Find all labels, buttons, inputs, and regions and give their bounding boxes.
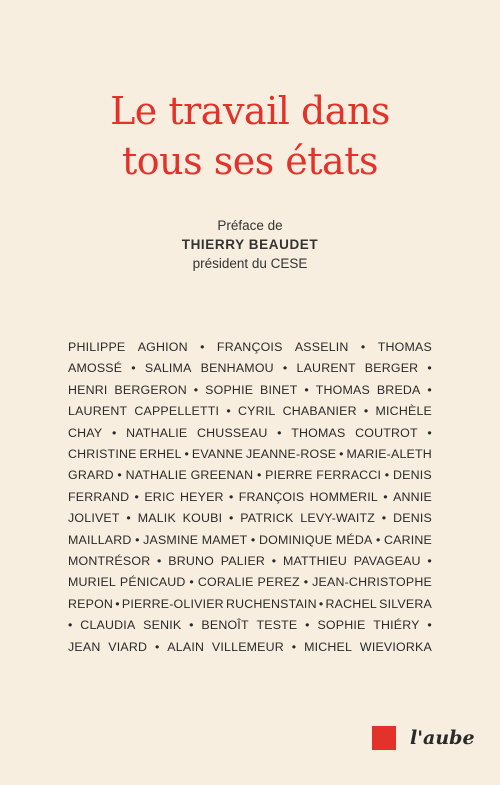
separator-bullet: • bbox=[303, 575, 309, 590]
author-name-word: PHILIPPE bbox=[68, 340, 126, 354]
publisher-logo-square bbox=[372, 726, 396, 750]
author-line bbox=[68, 530, 432, 551]
separator-bullet: • bbox=[117, 468, 122, 483]
separator-bullet: • bbox=[135, 532, 140, 547]
separator-bullet: • bbox=[200, 340, 205, 354]
separator-bullet: • bbox=[189, 618, 194, 633]
author-name-word: CYRIL bbox=[238, 404, 276, 419]
author-name-word: RACHEL bbox=[325, 596, 377, 611]
author-name-word: BERGERON bbox=[114, 382, 187, 397]
author-line bbox=[68, 380, 432, 401]
separator-bullet: • bbox=[126, 511, 131, 526]
separator-bullet: • bbox=[427, 425, 432, 440]
author-name-word: ALAIN bbox=[167, 639, 205, 654]
separator-bullet: • bbox=[157, 554, 162, 569]
separator-bullet: • bbox=[226, 404, 231, 419]
separator-bullet: • bbox=[184, 447, 190, 462]
author-name-word: SOPHIE bbox=[205, 382, 254, 397]
separator-bullet: • bbox=[115, 596, 120, 611]
author-name-word: PEREZ bbox=[257, 575, 300, 590]
author-name-word: PÉNICAUD bbox=[119, 575, 186, 590]
author-name-word: MÉDA bbox=[335, 532, 373, 547]
author-line bbox=[68, 508, 432, 529]
author-name-word: JOLIVET bbox=[68, 511, 120, 526]
separator-bullet: • bbox=[189, 575, 194, 590]
preface-author: THIERRY BEAUDET bbox=[181, 237, 319, 252]
author-name-word: CAPPELLETTI bbox=[134, 404, 220, 419]
preface-label: Préface de bbox=[217, 218, 283, 233]
publisher-logo bbox=[372, 725, 475, 751]
author-line bbox=[68, 594, 432, 615]
author-name-word: HEYER bbox=[180, 489, 224, 504]
author-name-word: SOPHIE bbox=[317, 618, 366, 633]
author-name-word: PIERRE-OLIVIER bbox=[121, 596, 224, 611]
separator-bullet: • bbox=[339, 447, 344, 462]
separator-bullet: • bbox=[256, 468, 262, 483]
separator-bullet: • bbox=[228, 511, 234, 526]
separator-bullet: • bbox=[381, 511, 387, 526]
author-name-word: BENHAMOU bbox=[200, 361, 274, 376]
author-name-word: THIÉRY bbox=[373, 618, 420, 633]
author-name-word: BERGER bbox=[364, 361, 419, 376]
author-name-word: SALIMA bbox=[144, 361, 192, 376]
author-line bbox=[68, 551, 432, 572]
author-name-word: CORALIE bbox=[197, 575, 254, 590]
author-name-word: CHUSSEAU bbox=[197, 425, 268, 440]
preface-author-role: président du CESE bbox=[192, 256, 308, 271]
separator-bullet: • bbox=[250, 532, 256, 547]
title-line-2: tous ses états bbox=[122, 139, 378, 183]
author-name-word: THOMAS bbox=[315, 382, 370, 397]
author-line bbox=[68, 487, 432, 508]
separator-bullet: • bbox=[291, 639, 297, 654]
author-name-word: CARINE bbox=[383, 532, 432, 547]
author-name-word: PIERRE bbox=[265, 468, 313, 483]
author-name-word: VIARD bbox=[108, 639, 148, 654]
separator-bullet: • bbox=[318, 596, 324, 611]
author-name-word: FRANÇOIS bbox=[238, 489, 305, 504]
author-name-word: HOMMERIL bbox=[309, 489, 379, 504]
author-name-word: JEAN bbox=[68, 639, 101, 654]
author-line bbox=[68, 615, 432, 636]
separator-bullet: • bbox=[375, 532, 381, 547]
author-name-word: NATHALIE bbox=[126, 425, 188, 440]
separator-bullet: • bbox=[427, 618, 432, 633]
author-name-word: NATHALIE bbox=[125, 468, 187, 483]
author-name-word: GRARD bbox=[68, 468, 114, 483]
separator-bullet: • bbox=[282, 361, 288, 376]
title-line-1: Le travail dans bbox=[110, 89, 390, 133]
separator-bullet: • bbox=[305, 618, 310, 633]
separator-bullet: • bbox=[360, 340, 366, 354]
separator-bullet: • bbox=[427, 361, 432, 376]
author-name-word: AGHION bbox=[137, 340, 188, 354]
author-name-word: CHABANIER bbox=[282, 404, 357, 419]
separator-bullet: • bbox=[193, 382, 199, 397]
author-name-word: RUCHENSTAIN bbox=[225, 596, 317, 611]
author-name-word: ERHEL bbox=[139, 447, 182, 462]
author-name-word: JASMINE bbox=[143, 532, 199, 547]
author-line bbox=[68, 572, 432, 593]
author-line bbox=[68, 637, 432, 658]
author-name-word: REPON bbox=[68, 596, 114, 611]
author-name-word: FRANÇOIS bbox=[216, 340, 283, 354]
author-name-word: AMOSSÉ bbox=[68, 361, 123, 376]
author-name-word: FERRAND bbox=[68, 489, 130, 504]
author-name-word: WIEVIORKA bbox=[359, 639, 432, 654]
author-name-word: BRUNO bbox=[168, 554, 215, 569]
author-name-word: CHAY bbox=[68, 425, 103, 440]
author-name-word: ANNIE bbox=[393, 489, 432, 504]
author-name-word: ERIC bbox=[144, 489, 175, 504]
author-name-word: JEAN-CHRISTOPHE bbox=[312, 575, 432, 590]
separator-bullet: • bbox=[383, 489, 388, 504]
author-name-word: EVANNE bbox=[191, 447, 244, 462]
author-name-word: LAURENT bbox=[68, 404, 128, 419]
author-name-word: MATTHIEU bbox=[282, 554, 347, 569]
author-line bbox=[68, 401, 432, 422]
author-name-word: MURIEL bbox=[68, 575, 117, 590]
author-name-word: TESTE bbox=[256, 618, 298, 633]
author-name-word: PATRICK bbox=[240, 511, 294, 526]
author-name-word: ASSELIN bbox=[294, 340, 349, 354]
separator-bullet: • bbox=[111, 425, 117, 440]
author-name-word: BINET bbox=[260, 382, 298, 397]
author-line bbox=[68, 337, 432, 358]
author-name-word: SENIK bbox=[143, 618, 182, 633]
separator-bullet: • bbox=[68, 618, 73, 633]
author-name-word: BREDA bbox=[376, 382, 421, 397]
author-name-word: MARIE-ALETH bbox=[346, 447, 432, 462]
author-name-word: CHRISTINE bbox=[68, 447, 137, 462]
author-name-word: BENOÎT bbox=[201, 618, 249, 633]
author-name-word: PAVAGEAU bbox=[353, 554, 421, 569]
separator-bullet: • bbox=[154, 639, 160, 654]
author-name-word: MAMET bbox=[201, 532, 248, 547]
separator-bullet: • bbox=[271, 554, 277, 569]
author-list bbox=[68, 337, 432, 658]
separator-bullet: • bbox=[131, 361, 136, 376]
author-line bbox=[68, 444, 432, 465]
author-name-word: JEANNE-ROSE bbox=[245, 447, 337, 462]
author-name-word: SILVERA bbox=[379, 596, 432, 611]
separator-bullet: • bbox=[228, 489, 234, 504]
author-name-word: PALIER bbox=[220, 554, 266, 569]
publisher-name: l'aube bbox=[410, 727, 475, 749]
separator-bullet: • bbox=[134, 489, 140, 504]
author-name-word: VILLEMEUR bbox=[211, 639, 284, 654]
separator-bullet: • bbox=[304, 382, 309, 397]
preface-block bbox=[0, 216, 500, 273]
author-name-word: DOMINIQUE bbox=[258, 532, 333, 547]
author-name-word: DENIS bbox=[393, 468, 432, 483]
separator-bullet: • bbox=[363, 404, 369, 419]
author-name-word: THOMAS bbox=[377, 340, 432, 354]
author-name-word: LEVY-WAITZ bbox=[300, 511, 376, 526]
author-name-word: MALIK bbox=[137, 511, 176, 526]
separator-bullet: • bbox=[384, 468, 390, 483]
separator-bullet: • bbox=[427, 554, 432, 569]
author-name-word: GREENAN bbox=[190, 468, 254, 483]
separator-bullet: • bbox=[427, 382, 432, 397]
book-title bbox=[0, 86, 500, 186]
author-name-word: CLAUDIA bbox=[80, 618, 136, 633]
author-name-word: MICHÈLE bbox=[375, 404, 432, 419]
author-name-word: FERRACCI bbox=[316, 468, 382, 483]
author-name-word: COUTROT bbox=[355, 425, 418, 440]
author-name-word: THOMAS bbox=[291, 425, 346, 440]
author-name-word: MAILLARD bbox=[68, 532, 132, 547]
separator-bullet: • bbox=[277, 425, 282, 440]
author-line bbox=[68, 358, 432, 379]
author-line bbox=[68, 465, 432, 486]
author-name-word: LAURENT bbox=[296, 361, 356, 376]
author-line bbox=[68, 423, 432, 444]
author-name-word: KOUBI bbox=[182, 511, 223, 526]
author-name-word: MICHEL bbox=[304, 639, 353, 654]
author-name-word: HENRI bbox=[68, 382, 108, 397]
author-name-word: MONTRÉSOR bbox=[68, 554, 151, 569]
author-name-word: DENIS bbox=[393, 511, 432, 526]
